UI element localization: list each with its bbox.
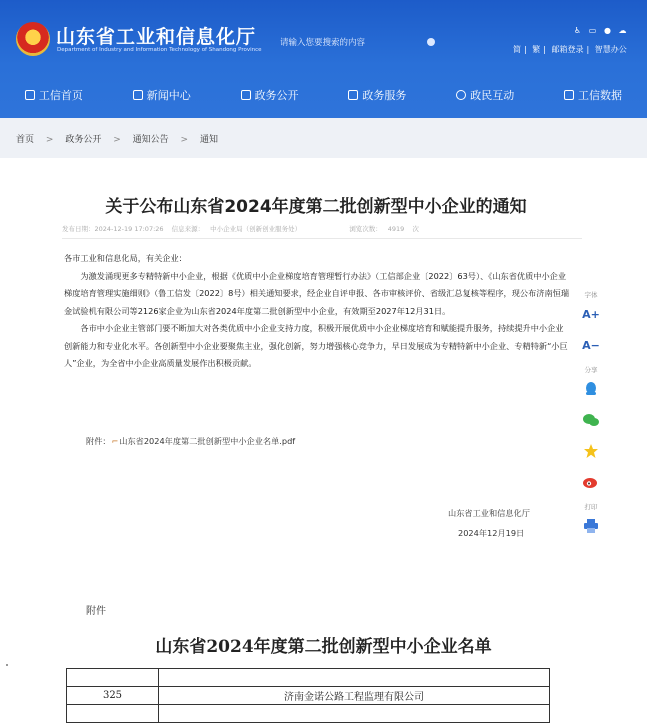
interaction-icon	[456, 90, 466, 100]
article-body	[64, 250, 570, 373]
breadcrumb-separator: >	[45, 135, 54, 145]
nav-item-services[interactable]	[323, 80, 431, 110]
decorative-dot	[6, 664, 8, 666]
search-input[interactable]	[272, 31, 422, 55]
favorite-star-icon[interactable]	[580, 440, 602, 462]
nav-item-label: 新闻中心	[146, 89, 191, 102]
site-header	[0, 0, 647, 118]
breadcrumb-notice[interactable]: 通知	[199, 135, 218, 145]
font-decrease-button[interactable]: A−	[582, 338, 600, 352]
home-icon	[25, 90, 35, 100]
share-label: 分享	[584, 366, 598, 374]
service-icon	[348, 90, 358, 100]
signature-department: 山东省工业和信息化厅	[448, 508, 530, 518]
smart-office-link[interactable]: 智慧办公	[594, 45, 627, 54]
table-row	[67, 669, 550, 687]
nav-item-label: 工信首页	[38, 89, 83, 102]
weibo-share-icon[interactable]	[580, 471, 602, 493]
news-icon	[133, 90, 143, 100]
qq-share-icon[interactable]	[580, 378, 602, 400]
nav-item-data[interactable]	[539, 80, 647, 110]
font-increase-button[interactable]: A+	[582, 307, 600, 321]
table-cell-name: 济南金诺公路工程监理有限公司	[159, 687, 550, 705]
print-icon[interactable]	[580, 515, 602, 537]
accessibility-icon[interactable]: ♿	[573, 26, 582, 35]
breadcrumb-home[interactable]: 首页	[16, 135, 35, 145]
nav-item-label: 工信数据	[578, 89, 623, 102]
breadcrumb-separator: >	[113, 135, 121, 145]
appendix-title: 山东省2024年度第二批创新型中小企业名单	[155, 637, 492, 657]
views-label: 浏览次数：	[349, 225, 382, 233]
mobile-icon[interactable]: ▭	[588, 26, 597, 35]
attachment	[86, 436, 295, 447]
print-label: 打印	[584, 503, 598, 511]
signature-date: 2024年12月19日	[458, 528, 525, 538]
nav-item-home[interactable]	[0, 80, 108, 110]
search-icon[interactable]	[427, 38, 435, 46]
paragraph: 各市中小企业主管部门要不断加大对各类优质中小企业支持力度，积极开展优质中小企业梯度培育和赋能提升服务，持续提升中小企业创新能力和专业化水平。各创新型中小企业要聚焦主业，强化创新，努力增强核心竞争力，早日发展成为专精特新中小企业、专精特新“小巨人”企业，为全省中小企业高质量发展作出积极贡献。	[64, 323, 568, 368]
font-label: 字体	[584, 291, 598, 299]
header-links: 简 | 繁 | 邮箱登录 | 智慧办公	[513, 45, 627, 54]
cloud-icon[interactable]: ☁	[618, 26, 627, 35]
article-meta	[62, 224, 425, 233]
chat-icon[interactable]: ●	[604, 26, 611, 35]
appendix-table	[66, 668, 550, 723]
views-unit: 次	[412, 225, 419, 233]
greeting: 各市工业和信息化局，有关企业：	[64, 253, 187, 263]
views-count: 4919	[387, 225, 405, 233]
paragraph: 为激发涌现更多专精特新中小企业，根据《优质中小企业梯度培育管理暂行办法》（工信部企业〔2022〕63号）、《山东省优质中小企业梯度培育管理实施细则》（鲁工信发〔2022〕8号）相关通知要求，经企业自评申报、各市审核评价、省级汇总复核等程序，现公布济南恒瑞金试验机有限公司等2126家企业为山东省2024年度第二批创新型中小企业，有效期至2027年12月31日。	[64, 270, 570, 316]
traditional-chinese-link[interactable]: 繁	[532, 45, 541, 54]
simplified-chinese-link[interactable]: 简	[513, 45, 521, 54]
breadcrumb-gov-affairs[interactable]: 政务公开	[65, 135, 102, 145]
database-icon	[564, 90, 574, 100]
nav-item-label: 政民互动	[470, 89, 515, 102]
national-emblem-icon	[16, 22, 50, 56]
appendix-label: 附件	[86, 606, 106, 617]
source-value: 中小企业局（创新创业服务处）	[210, 225, 302, 233]
monitor-icon	[241, 90, 251, 100]
table-row	[67, 705, 550, 723]
nav-item-interaction[interactable]	[431, 80, 539, 110]
table-cell-no	[67, 669, 159, 687]
breadcrumb-announcements[interactable]: 通知公告	[132, 135, 169, 145]
mail-login-link[interactable]: 邮箱登录	[551, 45, 584, 54]
nav-item-news[interactable]	[108, 80, 216, 110]
article	[16, 158, 632, 578]
breadcrumb	[0, 118, 647, 158]
main-nav	[0, 80, 647, 110]
side-toolbar	[576, 290, 606, 546]
attachment-link[interactable]: 山东省2024年度第二批创新型中小企业名单.pdf	[119, 436, 296, 446]
site-title[interactable]: 山东省工业和信息化厅	[56, 26, 257, 48]
page-title: 关于公布山东省2024年度第二批创新型中小企业的通知	[105, 197, 527, 217]
wechat-share-icon[interactable]	[580, 409, 602, 431]
nav-item-government-affairs[interactable]	[216, 80, 324, 110]
search-box	[272, 30, 442, 54]
site-subtitle: Department of Industry and Information Technology of Shandong Province	[57, 47, 262, 53]
nav-item-label: 政务公开	[254, 89, 299, 102]
paperclip-icon: ⌐	[111, 437, 119, 446]
publish-date: 发布日期：2024-12-19 17:07:26	[62, 225, 164, 233]
source-label: 信息来源：	[171, 225, 205, 233]
breadcrumb-separator: >	[180, 135, 189, 145]
divider	[62, 238, 582, 239]
nav-item-label: 政务服务	[362, 89, 407, 102]
header-icons	[573, 26, 627, 35]
table-cell-name	[159, 669, 550, 687]
breadcrumb-row	[16, 132, 218, 145]
table-cell-no	[67, 705, 159, 723]
table-cell-no: 325	[67, 687, 159, 705]
table-row	[67, 687, 550, 705]
table-cell-name	[159, 705, 550, 723]
attachment-label: 附件：	[86, 436, 111, 446]
